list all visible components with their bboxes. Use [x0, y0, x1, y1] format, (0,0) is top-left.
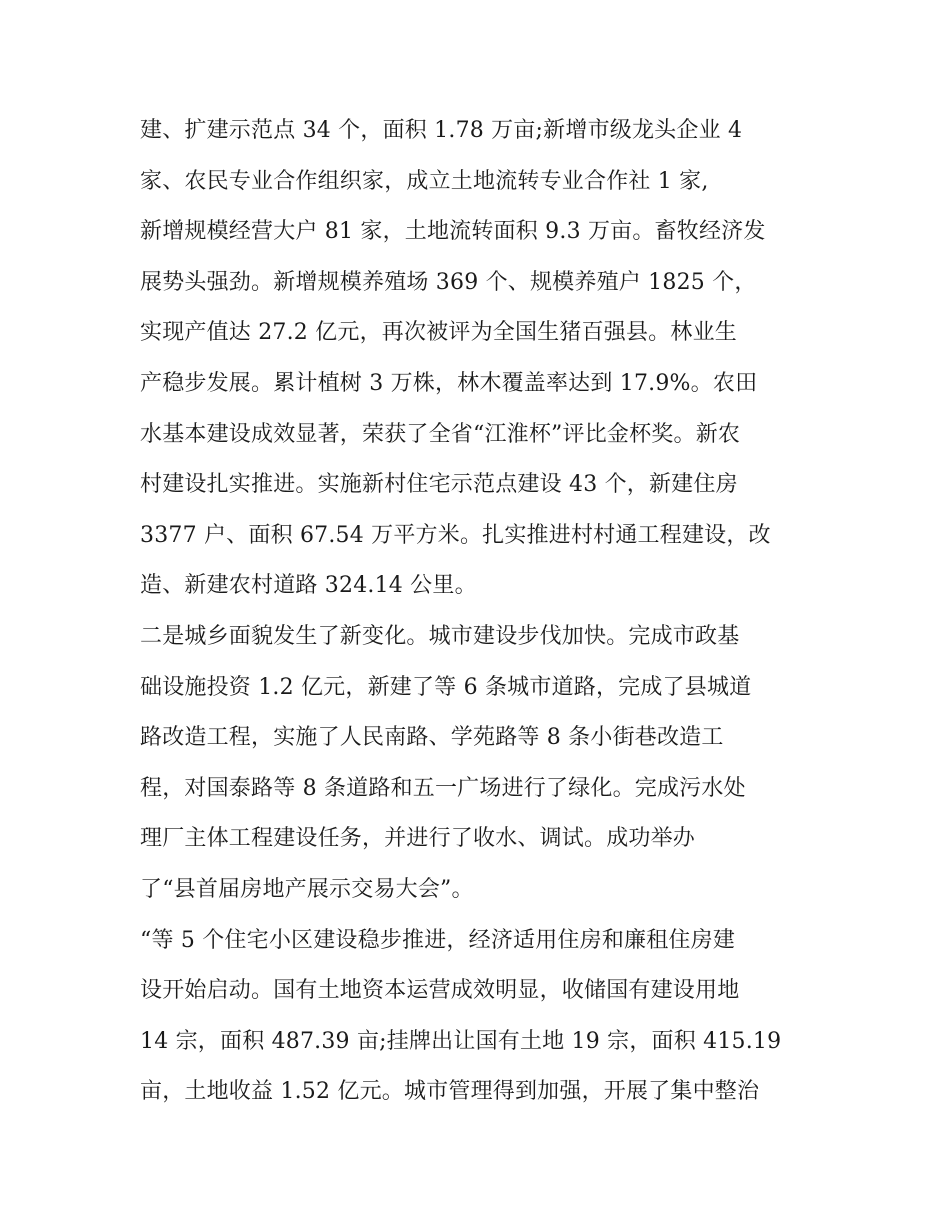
text-line: 实现产值达 27.2 亿元，再次被评为全国生猪百强县。林业生	[140, 320, 737, 346]
text-line: “等 5 个住宅小区建设稳步推进，经济适用住房和廉租住房建	[140, 927, 736, 953]
text-line: 展势头强劲。新增规模养殖场 369 个、规模养殖户 1825 个，	[140, 269, 757, 295]
text-line: 路改造工程，实施了人民南路、学苑路等 8 条小街巷改造工	[140, 725, 724, 751]
text-line: 亩，土地收益 1.52 亿元。城市管理得到加强，开展了集中整治	[140, 1079, 760, 1105]
text-line: 建、扩建示范点 34 个，面积 1.78 万亩;新增市级龙头企业 4	[140, 118, 743, 143]
text-line: 水基本建设成效显著，荣获了全省“江淮杯”评比金杯奖。新农	[140, 421, 741, 447]
text-line: 二是城乡面貌发生了新变化。城市建设步伐加快。完成市政基	[140, 623, 740, 649]
text-line: 设开始启动。国有土地资本运营成效明显，收储国有建设用地	[140, 978, 740, 1004]
text-line: 理厂主体工程建设任务，并进行了收水、调试。成功举办	[140, 826, 696, 852]
text-line: 造、新建农村道路 324.14 公里。	[140, 573, 477, 599]
text-line: 础设施投资 1.2 亿元，新建了等 6 条城市道路，完成了县城道	[140, 674, 752, 700]
text-line: 家、农民专业合作组织家，成立土地流转专业合作社 1 家,	[140, 168, 709, 194]
text-line: 了“县首届房地产展示交易大会”。	[140, 876, 474, 902]
text-line: 14 宗，面积 487.39 亩;挂牌出让国有土地 19 宗，面积 415.19	[140, 1028, 782, 1054]
body-text	[140, 108, 820, 1120]
text-line: 新增规模经营大户 81 家，土地流转面积 9.3 万亩。畜牧经济发	[140, 219, 766, 245]
text-line: 村建设扎实推进。实施新村住宅示范点建设 43 个，新建住房	[140, 472, 738, 498]
text-line: 3377 户、面积 67.54 万平方米。扎实推进村村通工程建设，改	[140, 522, 771, 548]
text-line: 产稳步发展。累计植树 3 万株，林木覆盖率达到 17.9%。农田	[140, 370, 758, 396]
text-line: 程，对国泰路等 8 条道路和五一广场进行了绿化。完成污水处	[140, 775, 746, 801]
